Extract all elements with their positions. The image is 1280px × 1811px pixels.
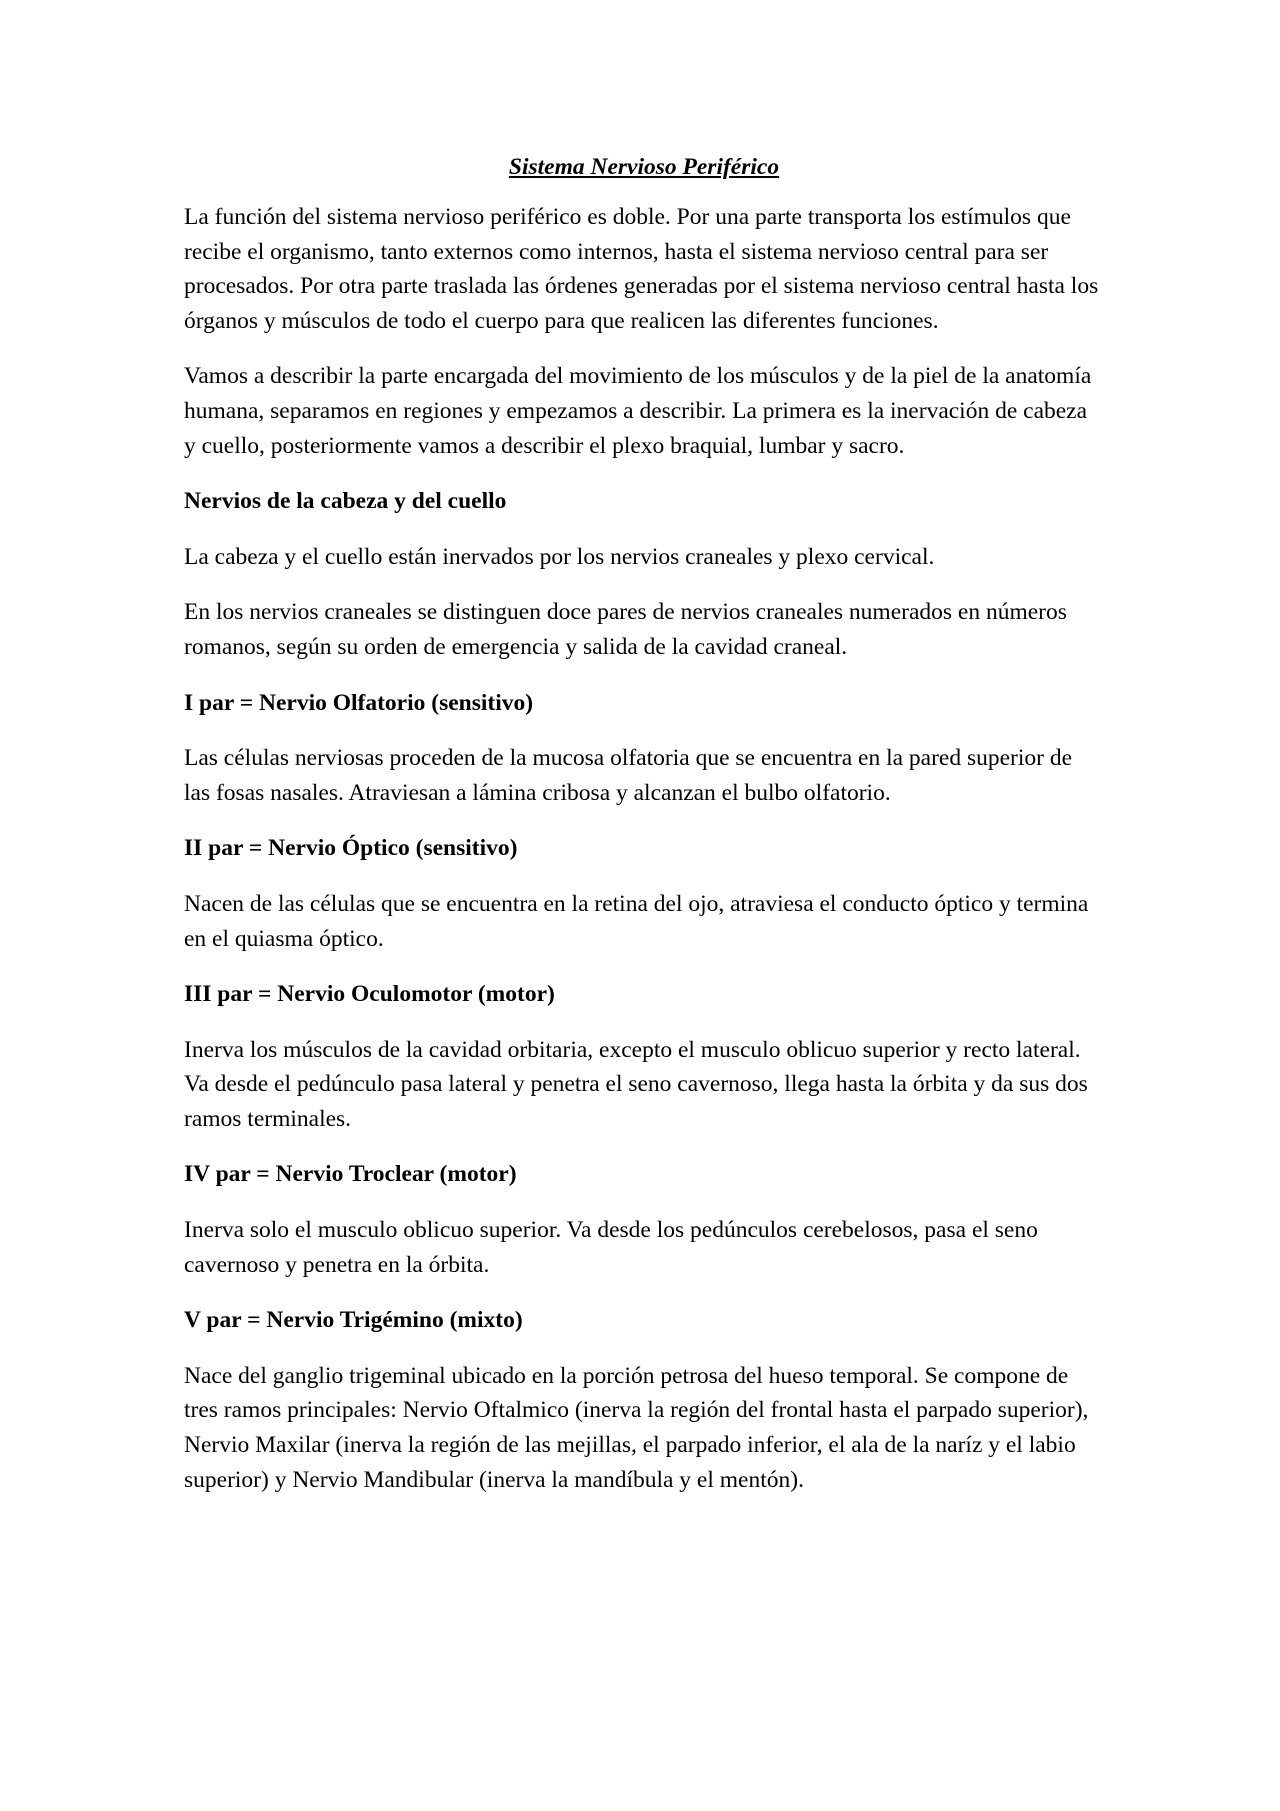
nerve-text-3: Inerva los músculos de la cavidad orbitaria, excepto el musculo oblicuo superior y recto lateral. Va desde el pedúnculo pasa lateral y penetra el seno cavernoso, llega hasta la órbita y da sus dos ramos terminales. [184, 1036, 1088, 1132]
document-page [184, 150, 1104, 1518]
document-title: Sistema Nervioso Periférico [508, 154, 780, 180]
section-heading: Nervios de la cabeza y del cuello [184, 488, 507, 515]
nerve-heading-5: V par = Nervio Trigémino (mixto) [184, 1307, 523, 1334]
intro-paragraph-2: Vamos a describir la parte encargada del movimiento de los músculos y de la piel de la anatomía humana, separamos en regiones y empezamos a describir. La primera es la inervación de cabeza y cuello, posteriormente vamos a describir el plexo braquial, lumbar y sacro. [184, 363, 1092, 459]
nerve-text-2: Nacen de las células que se encuentra en la retina del ojo, atraviesa el conducto óptico y termina en el quiasma óptico. [184, 890, 1089, 952]
section-paragraph-2: En los nervios craneales se distinguen doce pares de nervios craneales numerados en números romanos, según su orden de emergencia y salida de la cavidad craneal. [184, 599, 1067, 660]
nerve-heading-3: III par = Nervio Oculomotor (motor) [184, 981, 555, 1008]
nerve-heading-4: IV par = Nervio Troclear (motor) [184, 1161, 517, 1188]
nerve-heading-2: II par = Nervio Óptico (sensitivo) [184, 835, 518, 862]
intro-paragraph-1: La función del sistema nervioso periférico es doble. Por una parte transporta los estímulos que recibe el organismo, tanto externos como internos, hasta el sistema nervioso central para ser procesados. Por otra parte traslada las órdenes generadas por el sistema nervioso central hasta los órganos y músculos de todo el cuerpo para que realicen las diferentes funciones. [184, 204, 1099, 334]
nerve-heading-1: I par = Nervio Olfatorio (sensitivo) [184, 689, 534, 716]
nerve-text-4: Inerva solo el musculo oblicuo superior. Va desde los pedúnculos cerebelosos, pasa el seno cavernoso y penetra en la órbita. [184, 1217, 1038, 1278]
nerve-text-5: Nace del ganglio trigeminal ubicado en la porción petrosa del hueso temporal. Se compone de tres ramos principales: Nervio Oftalmico (inerva la región del frontal hasta el parpado superior), Nervio Maxilar (inerva la región de las mejillas, el parpado inferior, el ala de la naríz y el labio superior) y Nervio Mandibular (inerva la mandíbula y el mentón). [184, 1362, 1089, 1493]
section-paragraph-1: La cabeza y el cuello están inervados por los nervios craneales y plexo cervical. [184, 543, 935, 570]
nerve-text-1: Las células nerviosas proceden de la mucosa olfatoria que se encuentra en la pared superior de las fosas nasales. Atraviesan a lámina cribosa y alcanzan el bulbo olfatorio. [184, 745, 1073, 806]
